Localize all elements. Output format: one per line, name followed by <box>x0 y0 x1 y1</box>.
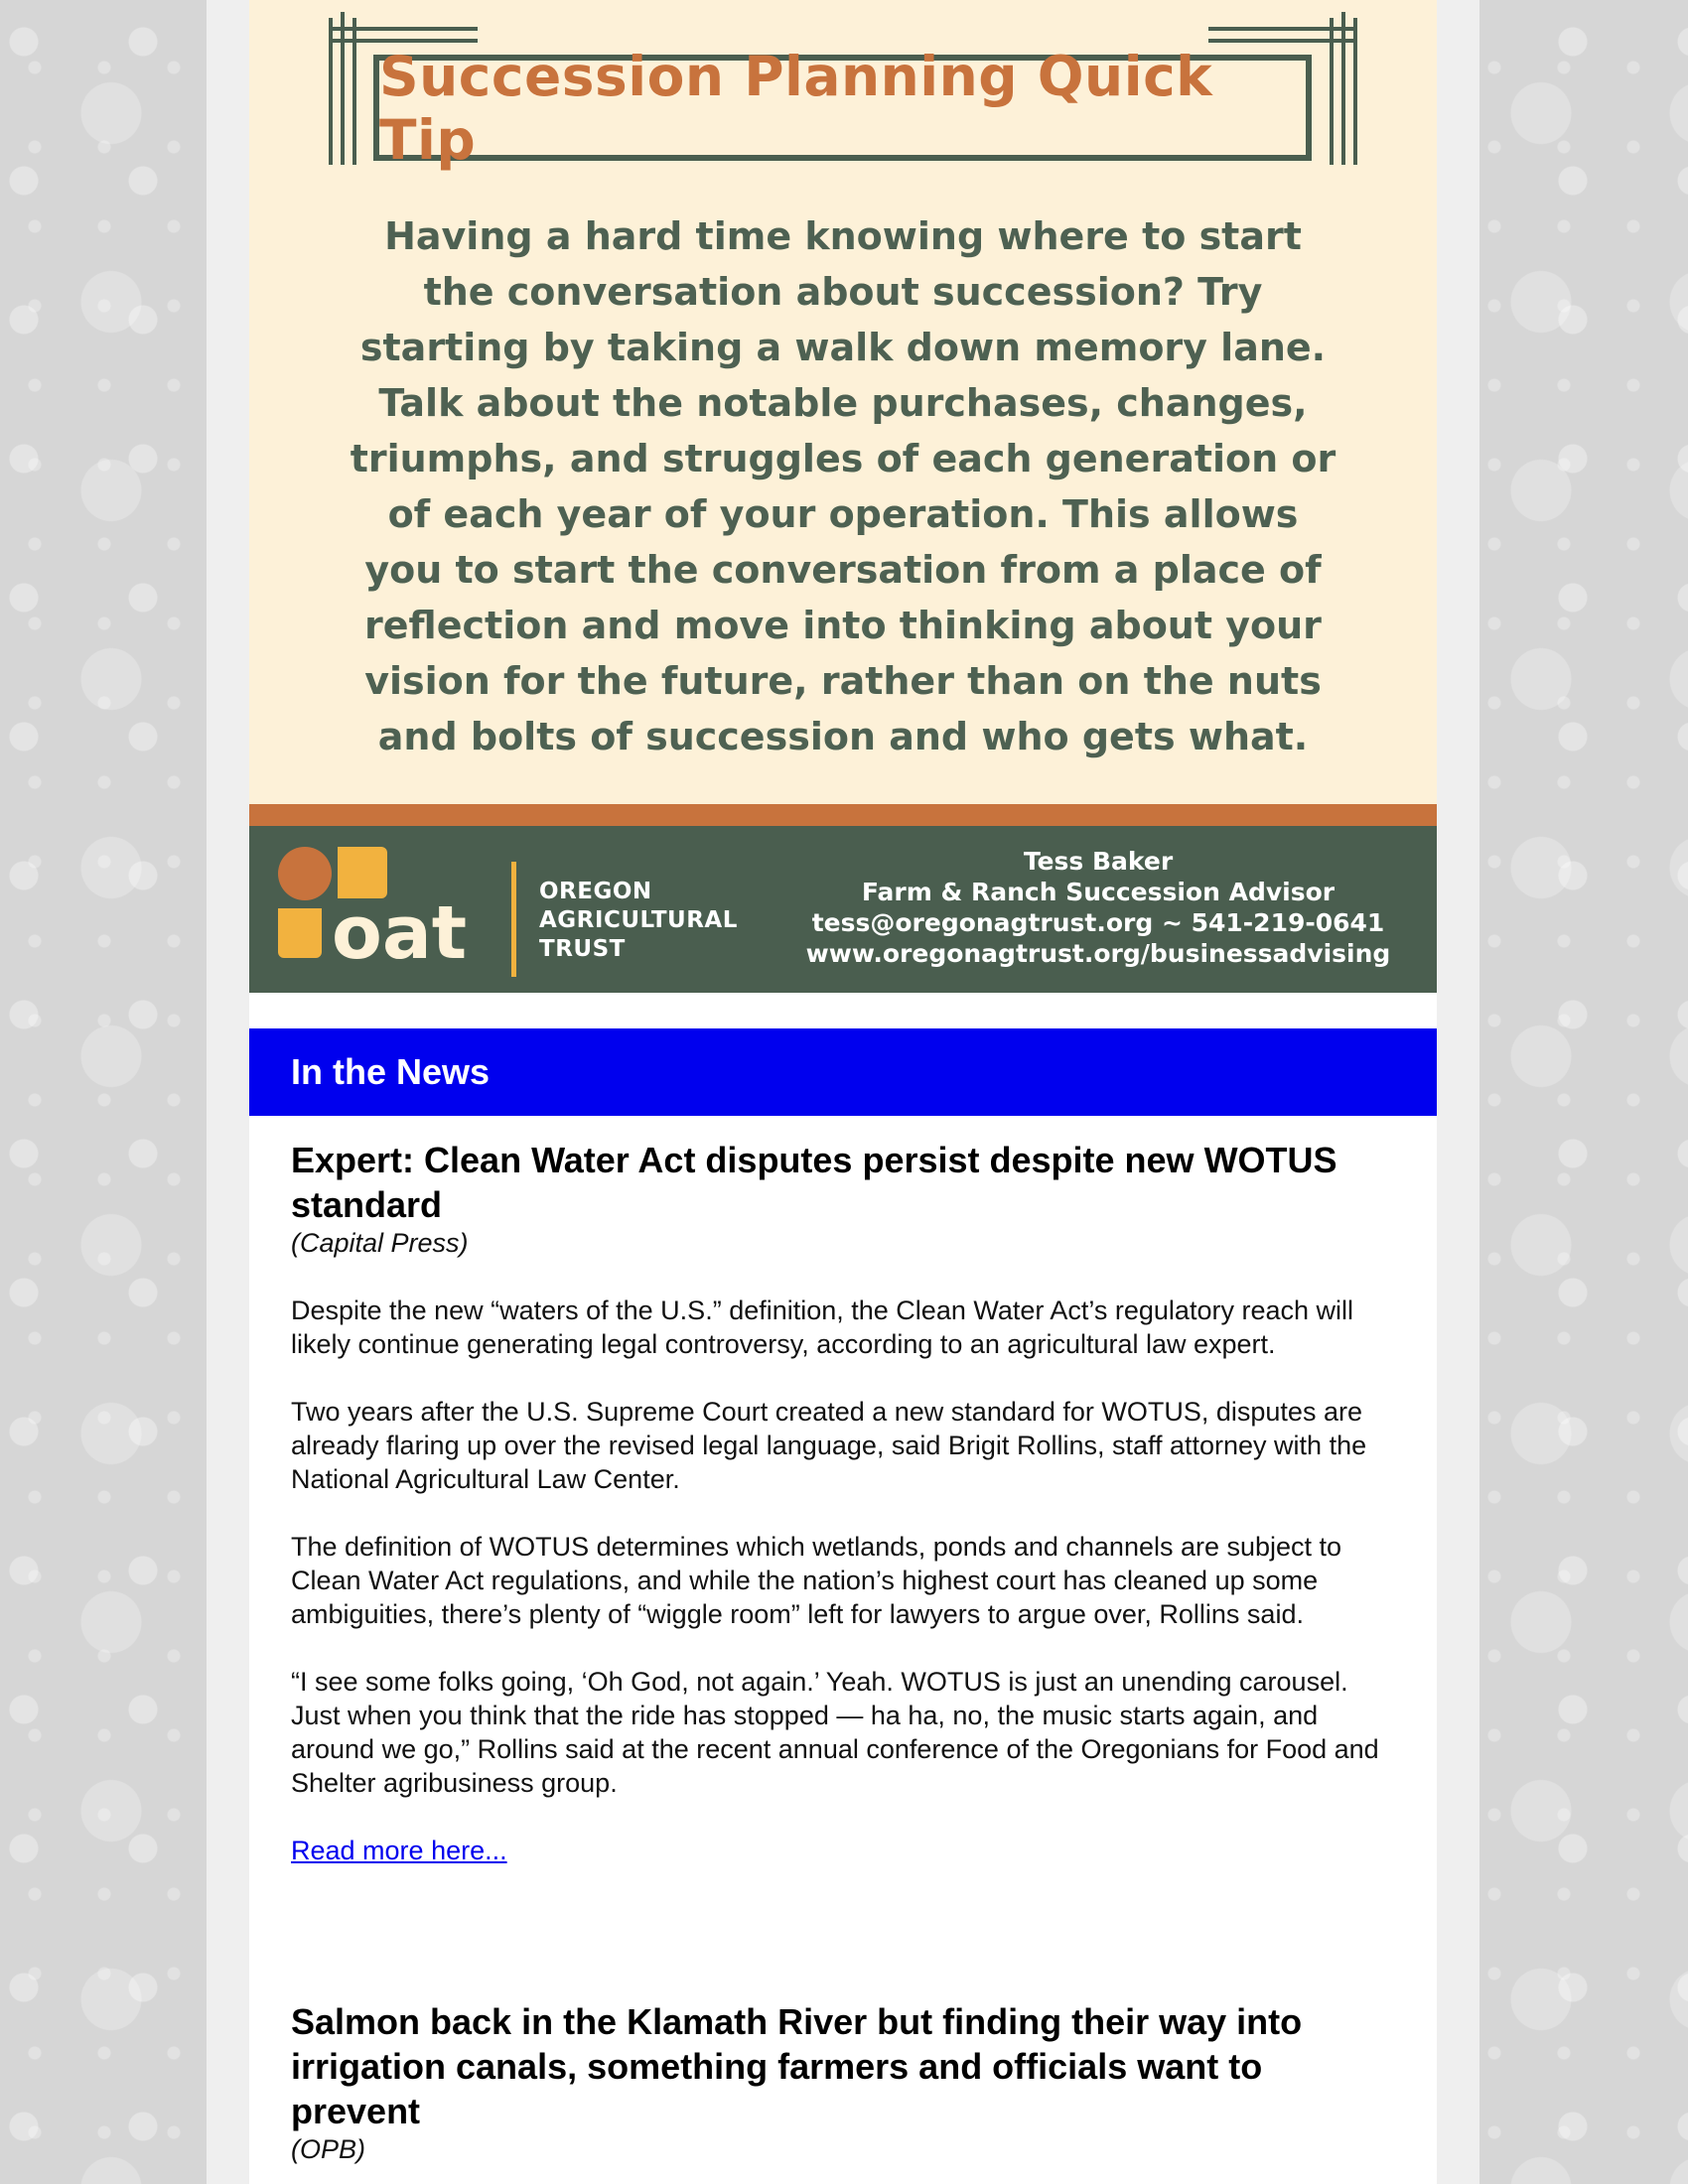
news-heading: In the News <box>291 1051 491 1092</box>
frame-line <box>1341 12 1345 165</box>
frame-line <box>341 12 345 165</box>
tip-body: Having a hard time knowing where to start the conversation about succession? Try starting by taking a walk down memory lane. Talk about the notable purchases, changes, triumphs, and struggles of each generation or of each year of your operation. This allows you to start the conversation from a place of reflection and move into thinking about your vision for the future, rather than on the nuts and bolts of succession and who gets what. <box>350 214 1336 758</box>
org-name-line: AGRICULTURAL <box>539 907 738 933</box>
oat-logo-icon <box>274 841 492 980</box>
org-name-line: TRUST <box>539 936 626 962</box>
logo-text: oat <box>332 890 468 976</box>
quick-tip-banner <box>249 0 1437 804</box>
logo-divider <box>511 862 516 977</box>
article-paragraph: Despite the new “waters of the U.S.” definition, the Clean Water Act’s regulatory reach will likely continue generating legal controversy, according to an agricultural law expert. <box>291 1296 1353 1359</box>
news-section-header <box>249 1028 1437 1116</box>
orange-divider <box>249 804 1437 826</box>
org-name-line: OREGON <box>539 879 652 904</box>
frame-line <box>329 39 478 43</box>
org-name <box>539 878 738 964</box>
article-title: Salmon back in the Klamath River but finding their way into irrigation canals, something farmers and officials want to prevent <box>291 2001 1303 2131</box>
news-article <box>291 1138 1395 1867</box>
article-source: (Capital Press) <box>291 1228 469 1258</box>
contact-website[interactable]: www.oregonagtrust.org/businessadvising <box>805 939 1391 968</box>
contact-banner <box>249 826 1437 993</box>
news-article <box>291 1999 1395 2166</box>
newsletter-content <box>249 0 1437 2184</box>
article-paragraph: “I see some folks going, ‘Oh God, not again.’ Yeah. WOTUS is just an unending carousel. Just when you think that the ride has stopped — ha ha, no, the music starts again, and around we go,” Rollins said at the recent annual conference of the Oregonians for Food and Shelter agribusiness group. <box>291 1667 1379 1798</box>
read-more-link[interactable]: Read more here... <box>291 1836 507 1865</box>
contact-role: Farm & Ranch Succession Advisor <box>861 878 1336 906</box>
contact-info <box>775 846 1421 969</box>
article-paragraph: Two years after the U.S. Supreme Court created a new standard for WOTUS, disputes are already flaring up over the revised legal language, said Brigit Rollins, staff attorney with the National Agricultural Law Center. <box>291 1397 1367 1494</box>
tip-title: Succession Planning Quick Tip <box>373 55 1312 161</box>
article-title: Expert: Clean Water Act disputes persist despite new WOTUS standard <box>291 1140 1337 1225</box>
article-source: (OPB) <box>291 2134 366 2164</box>
frame-line <box>329 27 478 31</box>
frame-line <box>1208 39 1357 43</box>
article-paragraph: The definition of WOTUS determines which wetlands, ponds and channels are subject to Clean Water Act regulations, and while the nation’s highest court has cleaned up some ambiguities, there’s plenty of “wiggle room” left for lawyers to argue over, Rollins said. <box>291 1532 1342 1629</box>
frame-line <box>1208 27 1357 31</box>
contact-name: Tess Baker <box>1023 847 1174 876</box>
contact-email-phone[interactable]: tess@oregonagtrust.org ~ 541-219-0641 <box>811 908 1385 937</box>
